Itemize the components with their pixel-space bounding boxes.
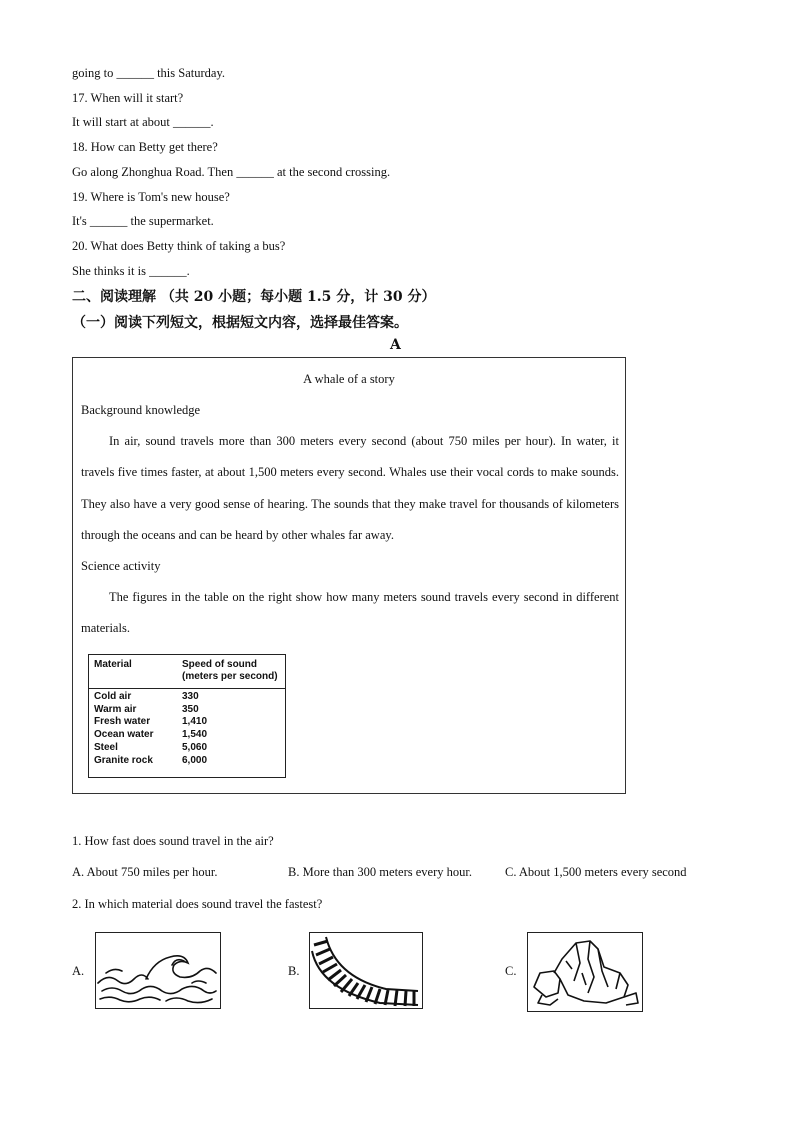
background-heading: Background knowledge [81, 403, 201, 417]
table-header-speed: Speed of sound (meters per second) [182, 659, 278, 682]
passage-letter: A [390, 337, 401, 353]
text-line: Go along Zhonghua Road. Then ______ at the second crossing. [72, 165, 391, 179]
question-2: 2. In which material does sound travel the fastest? [72, 897, 323, 911]
option-1b[interactable]: B. More than 300 meters every hour. [288, 865, 472, 879]
table-row: Cold air 330 [94, 691, 199, 702]
question-18: 18. How can Betty get there? [72, 140, 218, 154]
option-1a[interactable]: A. About 750 miles per hour. [72, 865, 218, 879]
table-row: Ocean water 1,540 [94, 729, 208, 741]
passage-title: A whale of a story [303, 372, 395, 386]
waves-icon[interactable] [95, 932, 221, 1009]
table-row: Steel 5,060 [94, 741, 208, 753]
table-row: Warm air 350 [94, 703, 199, 715]
science-heading: Science activity [81, 559, 161, 573]
text-line: She thinks it is ______. [72, 264, 190, 278]
text-line: It will start at about ______. [72, 115, 214, 129]
table-row: Fresh water 1,410 [94, 716, 208, 728]
question-19: 19. Where is Tom's new house? [72, 190, 230, 204]
question-20: 20. What does Betty think of taking a bus? [72, 239, 286, 253]
table-divider [89, 688, 285, 689]
text-line: It's ______ the supermarket. [72, 214, 214, 228]
railway-track-icon[interactable] [309, 932, 423, 1009]
table-header-material: Material [94, 659, 132, 670]
option-2c-label[interactable]: C. [505, 964, 517, 978]
subsection-heading: （一）阅读下列短文，根据短文内容，选择最佳答案。 [72, 315, 408, 331]
section-heading: 二、阅读理解 （共 20 小题；每小题 1.5 分，计 30 分） [72, 289, 436, 305]
table-row: Granite rock 6,000 [94, 754, 208, 766]
option-1c[interactable]: C. About 1,500 meters every second [505, 865, 687, 879]
speed-table [88, 654, 286, 778]
rock-icon[interactable] [527, 932, 643, 1012]
option-2b-label[interactable]: B. [288, 964, 300, 978]
background-paragraph: In air, sound travels more than 300 meters every second (about 750 miles per hour). In water, it travels five times faster, at about 1,500 meters every second. Whales use their vocal cords to make sounds. They also have a very good sense of hearing. The sounds that they make travel for thousands of kilometers through the oceans and can be heard by other whales far away. [81, 434, 619, 542]
option-2a-label[interactable]: A. [72, 964, 85, 978]
text-line: going to ______ this Saturday. [72, 66, 226, 80]
science-paragraph: The figures in the table on the right show how many meters sound travels every second in different materials. [81, 590, 619, 636]
question-17: 17. When will it start? [72, 91, 184, 105]
question-1: 1. How fast does sound travel in the air? [72, 834, 274, 848]
passage-box [72, 357, 626, 794]
